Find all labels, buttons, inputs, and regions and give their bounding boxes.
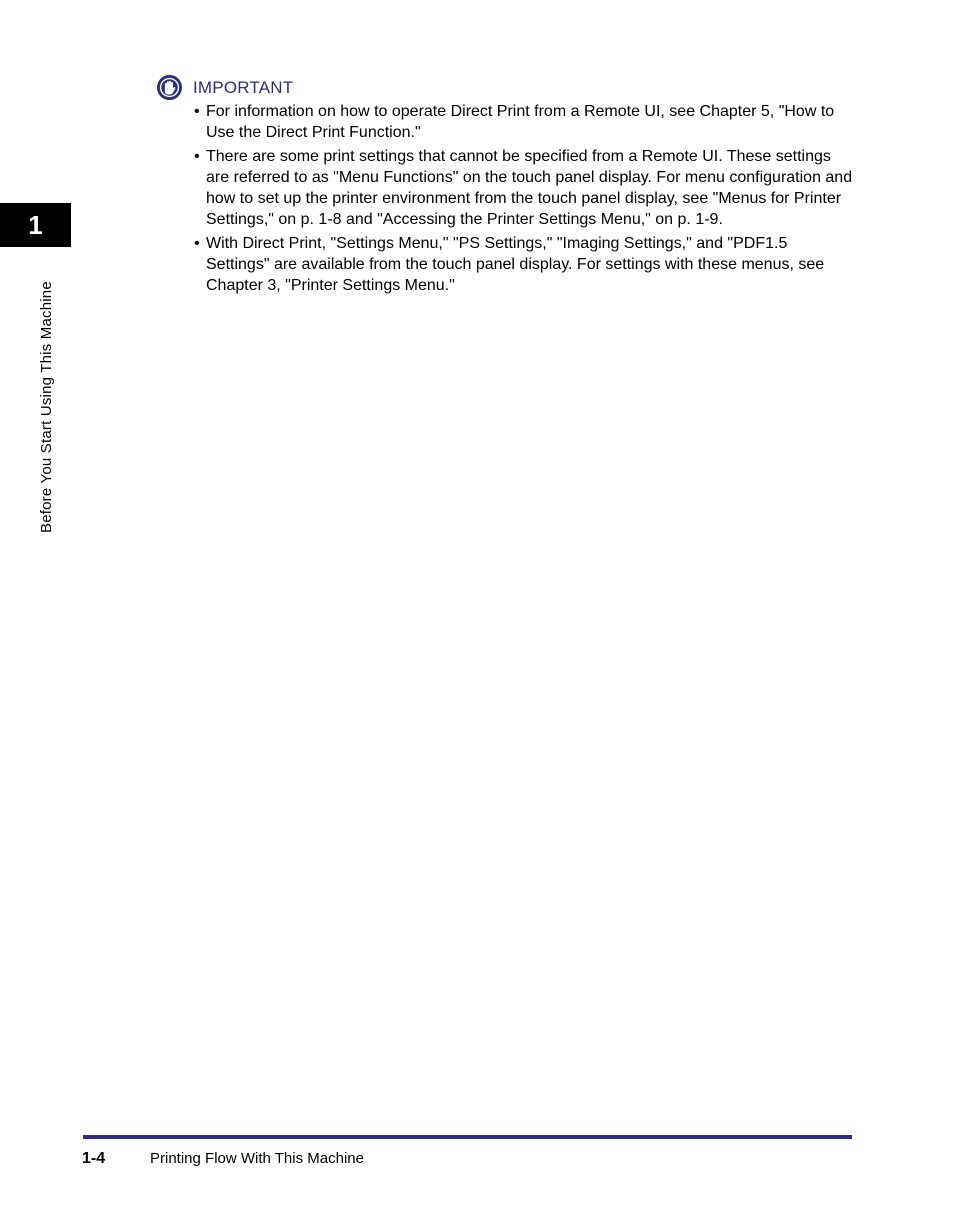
footer-section-title: Printing Flow With This Machine	[150, 1150, 364, 1167]
important-list	[194, 101, 854, 299]
bullet-icon: •	[194, 148, 200, 165]
bullet-icon: •	[194, 235, 200, 252]
chapter-tab	[0, 203, 71, 247]
list-item-text: With Direct Print, "Settings Menu," "PS Settings," "Imaging Settings," and "PDF1.5 Settings" are available from the touch panel display. For settings with these menus, see Chapter 3, "Printer Settings Menu."	[206, 235, 825, 294]
list-item	[194, 233, 854, 296]
list-item	[194, 101, 854, 143]
side-chapter-title: Before You Start Using This Machine	[38, 281, 55, 533]
list-item-text: For information on how to operate Direct Print from a Remote UI, see Chapter 5, "How to Use the Direct Print Function."	[206, 103, 835, 141]
list-item-text: There are some print settings that cannot be specified from a Remote UI. These settings are referred to as "Menu Functions" on the touch panel display. For menu configuration and how to set up the printer environment from the touch panel display, see "Menus for Printer Settings," on p. 1-8 and "Accessing the Printer Settings Menu," on p. 1-9.	[206, 148, 853, 228]
raised-hand-icon	[156, 74, 183, 101]
bullet-icon: •	[194, 103, 200, 120]
list-item	[194, 146, 854, 230]
page-number: 1-4	[82, 1150, 106, 1167]
chapter-number: 1	[28, 209, 43, 240]
important-label: IMPORTANT	[193, 77, 294, 97]
important-header	[156, 74, 293, 101]
footer-divider	[83, 1135, 852, 1139]
